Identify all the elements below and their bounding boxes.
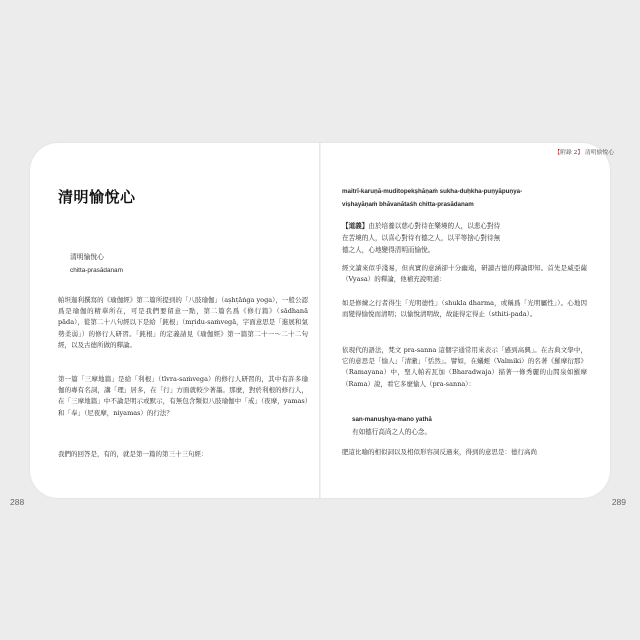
header-bracket-right: 】 (577, 150, 584, 156)
translation-line-3: 德之人，心地變得清明而愉悅。 (342, 246, 435, 254)
right-paragraph-1: 經文讀來似乎淺易，但真實的意涵卻十分幽遠，研讀古德的釋論即知。首先是威亞薩（Vyasa）的釋論，他補充說明道： (342, 264, 587, 284)
chapter-title: 清明愉悅心 (58, 188, 136, 206)
translation-block (342, 220, 587, 256)
book-gutter (319, 143, 321, 498)
left-paragraph-2: 第一篇「三摩地篇」是給「利根」（tīvra-saṁvega）的修行人研習的，其中有許多瑜伽的專有名詞，講「理」居多，在「行」方面就較少著墨。那麼，對於利根的修行人，在「三摩地篇」中不論是明示或默示，有無包含類似八肢瑜伽中「戒」（夜摩，yamas）和「奉」（尼夜摩，niyamas）的行法？ (58, 375, 308, 417)
right-paragraph-2: 如是修練之行者得生「光明德性」（shukla dharma，或稱爲「光明屬性」）。心地因而變得愉悅而清明；以愉悅清明故，故能得定得止（sthiti-pada）。 (342, 299, 587, 319)
translation-line-2: 在苦境的人，以喜心對待有德之人，以平等捨心對待無 (342, 234, 501, 242)
quote-roman: san-manuṣhya-mano yathā (352, 416, 432, 423)
right-paragraph-3: 依現代的語法，梵文 pra-sanna 這個字通常用來表示「感到高興」。在古典文學中，它的意思是「愉人」「清澈」「恬然」。譬如，在蟻蛭（Valmiki）的名著《羅摩衍那》（Ramayana）中，聖人帕若瓦加（Bharadwaja）描著一條秀麗的山間泉如羅摩（Rama）說，看它多麼愉人（pra-sanna）： (342, 346, 587, 388)
sanskrit-sutra (342, 185, 587, 211)
header-title: 清明愉悅心 (585, 150, 614, 156)
verse-roman: chitta-prasādanam (70, 267, 123, 274)
translation-label: 【道義】 (342, 222, 369, 230)
translation-line-1: 由於培養以慈心對待在樂境的人，以悲心對待 (368, 222, 501, 230)
quote-block (352, 413, 432, 439)
sanskrit-line-2: viṣhayāṇaṁ bhāvanātaśh chitta-prasādanam (342, 201, 474, 208)
left-paragraph-1: 帕坦迦利撰寫的《瑜伽經》第二篇所提到的「八肢瑜伽」（aṣhṭāṅga yoga），一般公認爲是瑜伽的精華所在，可是我們要留意一點，第二篇名爲《修行篇》（sādhanā pāda），從第二十八句經以下是給「鈍根」（mṛidu-saṁvegā，字面意思是「進展和氣勢柔弱」）的修行人研習。「鈍根」的定義請見《瑜伽經》第一篇第二十一～二十二句經，以及古德所做的釋論。 (58, 296, 308, 349)
verse-chinese: 清明愉悅心 (70, 253, 104, 261)
right-paragraph-4: 肥這比喻的相似詞以及相似形容詞反過來，得到的意思是：德行高尚 (342, 448, 537, 456)
running-header (554, 147, 614, 156)
page-number-left: 288 (10, 497, 25, 507)
sanskrit-line-1: maitrī-karuṇā-muditopekṣhāṇaṁ sukha-duḥkha-puṇyāpuṇya- (342, 188, 523, 195)
header-appendix: 附錄 2 (560, 150, 578, 156)
header-bracket-left: 【 (554, 150, 561, 156)
page-number-right: 289 (611, 497, 626, 507)
quote-chinese: 有如德行高尚之人的心念。 (352, 428, 432, 436)
left-paragraph-3: 我們的回答是，有的，就是第一篇的第三十三句經： (58, 450, 208, 458)
verse-block (70, 250, 123, 278)
